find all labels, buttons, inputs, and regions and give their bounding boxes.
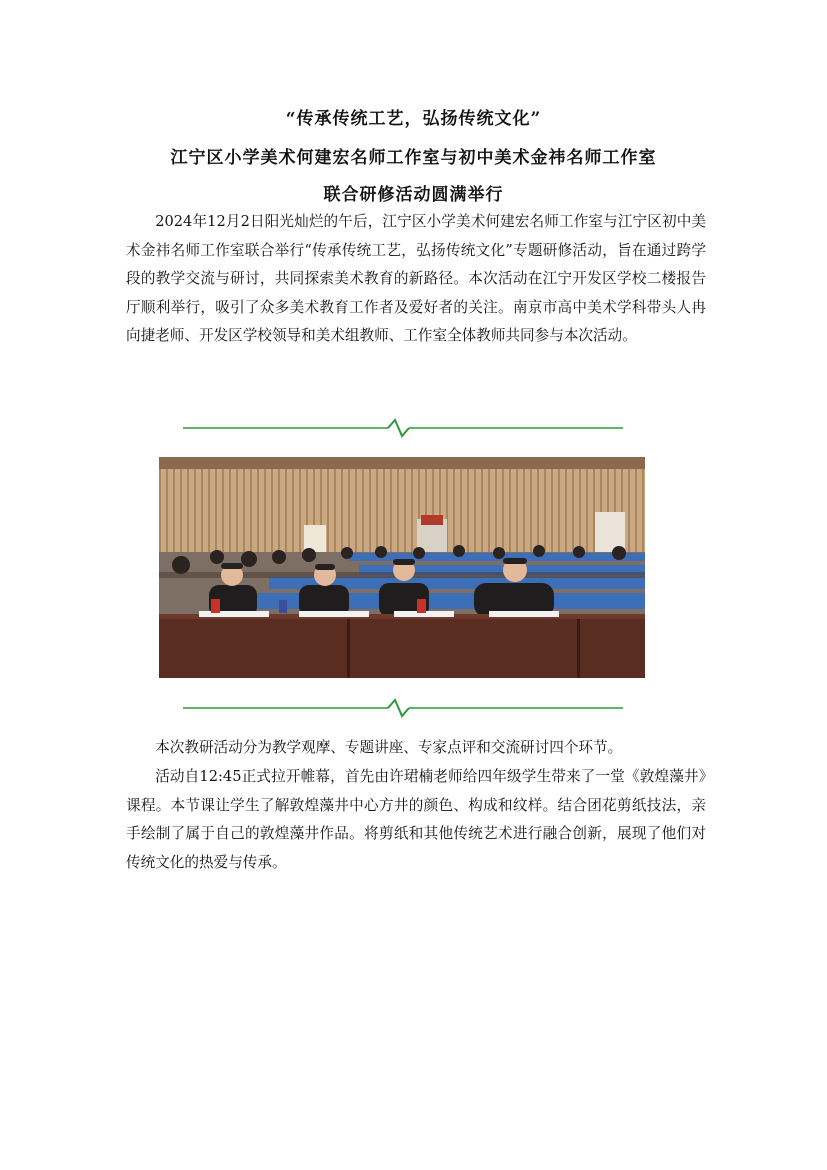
paragraph-lesson: 活动自12:45正式拉开帷幕，首先由许珺楠老师给四年级学生带来了一堂《敦煌藻井》课程。本节课让学生了解敦煌藻井中心方井的颜色、构成和纹样。结合团花剪纸技法，亲手绘制了属于自己的敦煌藻井作品。将剪纸和其他传统艺术进行融合创新，展现了他们对传统文化的热爱与传承。 — [126, 768, 706, 871]
paragraph-intro: 2024年12月2日阳光灿烂的午后，江宁区小学美术何建宏名师工作室与江宁区初中美术金祎名师工作室联合举行“传承传统工艺，弘扬传统文化”专题研修活动，旨在通过跨学段的教学交流与研讨，共同探索美术教育的新路径。本次活动在江宁开发区学校二楼报告厅顺利举行，吸引了众多美术教育工作者及爱好者的关注。南京市高中美术学科带头人冉向捷老师、开发区学校领导和美术组教师、工作室全体教师共同参与本次活动。 — [126, 213, 706, 344]
zigzag-divider-icon — [183, 697, 623, 719]
article-subtitle-2: 联合研修活动圆满举行 — [323, 185, 504, 205]
zigzag-divider-icon — [183, 417, 623, 439]
event-photo — [159, 457, 645, 678]
article-title: “传承传统工艺，弘扬传统文化” — [285, 109, 542, 129]
paragraph-agenda: 本次教研活动分为教学观摩、专题讲座、专家点评和交流研讨四个环节。 — [155, 739, 623, 756]
article-subtitle: 江宁区小学美术何建宏名师工作室与初中美术金祎名师工作室 — [170, 148, 657, 168]
